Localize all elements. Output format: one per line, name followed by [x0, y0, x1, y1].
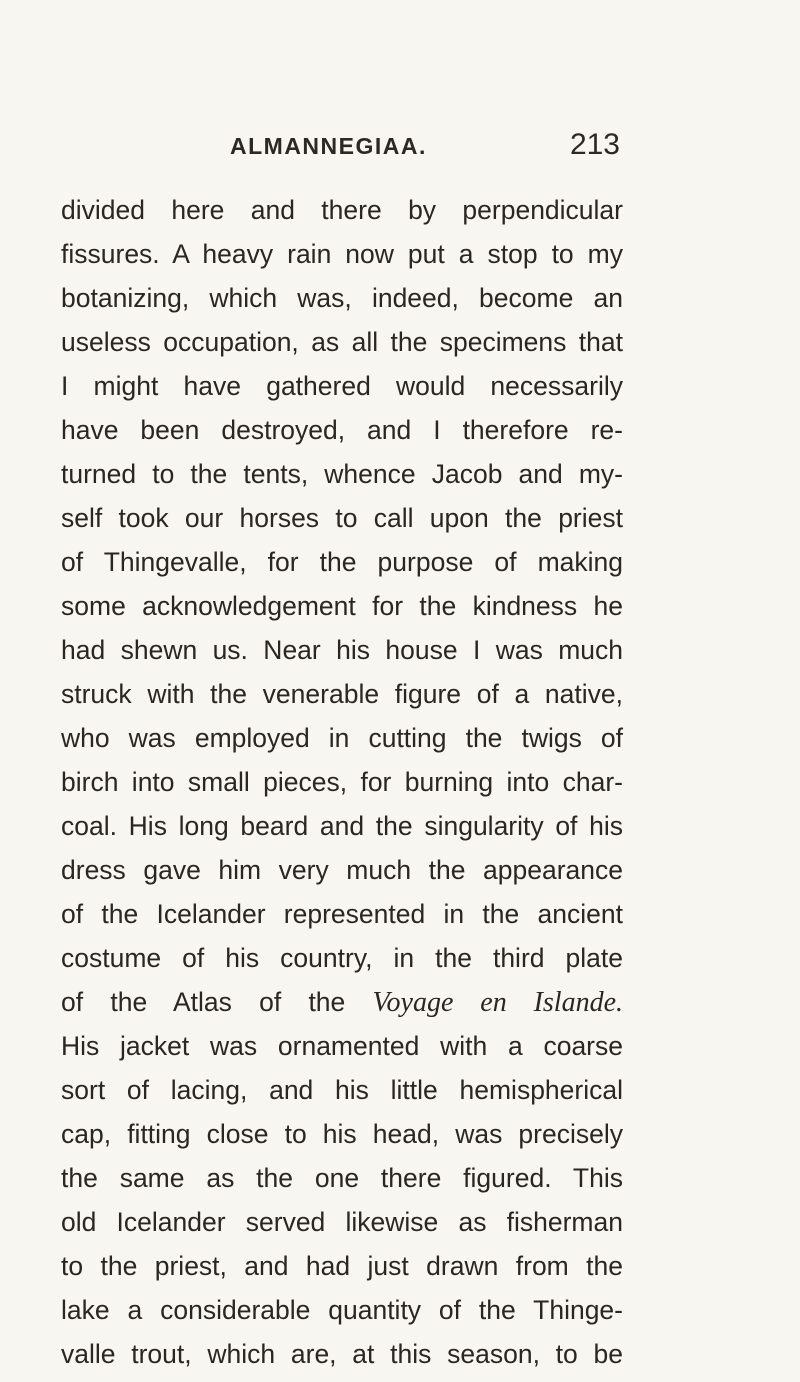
text-line: the same as the one there figured. This — [61, 1163, 623, 1193]
book-title-italic: Voyage en Islande. — [372, 987, 623, 1018]
text-line: dress gave him very much the appearance — [61, 855, 623, 885]
text-line: have been destroyed, and I therefore re- — [61, 415, 623, 445]
text-line: coal. His long beard and the singularity of his — [61, 811, 623, 841]
text-line: His jacket was ornamented with a coarse — [61, 1031, 623, 1061]
text-line: lake a considerable quantity of the Thinge- — [61, 1295, 623, 1325]
text-line: to the priest, and had just drawn from the — [61, 1251, 623, 1281]
text-line: some acknowledgement for the kindness he — [61, 591, 623, 621]
text-segment: of the Atlas of the — [61, 987, 373, 1017]
text-line: sort of lacing, and his little hemispherical — [61, 1075, 623, 1105]
text-line: of the Icelander represented in the ancient — [61, 899, 623, 929]
text-line: botanizing, which was, indeed, become an — [61, 283, 623, 313]
text-line: cap, fitting close to his head, was precisely — [61, 1119, 623, 1149]
text-line: valle trout, which are, at this season, to be — [61, 1339, 623, 1369]
running-title: ALMANNEGIAA. — [230, 133, 427, 159]
running-head — [230, 128, 620, 173]
text-line: divided here and there by perpendicular — [61, 195, 623, 225]
text-line: costume of his country, in the third plate — [61, 943, 623, 973]
text-line: old Icelander served likewise as fisherman — [61, 1207, 623, 1237]
text-line: turned to the tents, whence Jacob and my- — [61, 459, 623, 489]
text-line: of Thingevalle, for the purpose of making — [61, 547, 623, 577]
text-line: self took our horses to call upon the priest — [61, 503, 623, 533]
text-line-with-italic-title — [61, 980, 623, 1024]
text-line: I might have gathered would necessarily — [61, 371, 623, 401]
text-line: birch into small pieces, for burning into char- — [61, 767, 623, 797]
text-line: fissures. A heavy rain now put a stop to my — [61, 239, 623, 269]
text-line: had shewn us. Near his house I was much — [61, 635, 623, 665]
page-number: 213 — [569, 128, 620, 161]
text-line: who was employed in cutting the twigs of — [61, 723, 623, 753]
text-line: useless occupation, as all the specimens that — [61, 327, 623, 357]
text-line: struck with the venerable figure of a native, — [61, 679, 623, 709]
